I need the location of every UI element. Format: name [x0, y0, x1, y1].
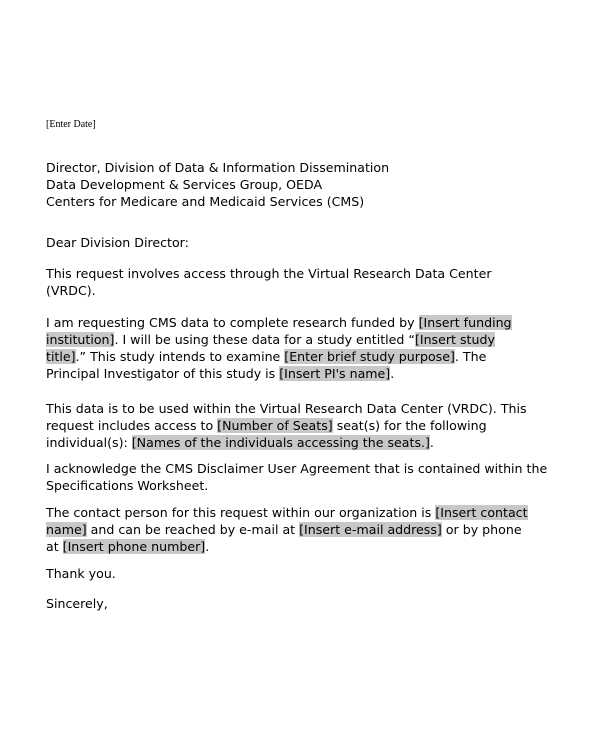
text-run: . — [429, 435, 434, 450]
study-purpose-field[interactable]: [Enter brief study purpose] — [284, 349, 455, 364]
funding-institution-field[interactable]: institution] — [46, 332, 115, 347]
salutation — [46, 234, 566, 251]
paragraph-line: Specifications Worksheet. — [46, 478, 209, 493]
closing-thanks-text: Thank you. — [46, 566, 116, 581]
text-run: and can be reached by e-mail at — [86, 522, 300, 537]
individual-names-field[interactable]: [Names of the individuals accessing the seats.] — [131, 435, 430, 450]
text-run: individual(s): — [46, 435, 132, 450]
paragraph-seats — [46, 400, 566, 451]
paragraph-line — [46, 504, 566, 521]
closing-sincerely — [46, 595, 566, 612]
text-run: . The — [454, 349, 487, 364]
paragraph-line: (VRDC). — [46, 283, 96, 298]
paragraph-line: This request involves access through the Virtual Research Data Center — [46, 266, 492, 281]
paragraph-line — [46, 434, 566, 451]
text-run: seat(s) for the following — [332, 418, 487, 433]
salutation-text: Dear Division Director: — [46, 235, 189, 250]
paragraph-line: I acknowledge the CMS Disclaimer User Agreement that is contained within the — [46, 461, 548, 476]
text-run: . — [205, 539, 210, 554]
paragraph-vrdc-access — [46, 265, 566, 299]
paragraph-research-request — [46, 314, 566, 382]
recipient-line-1: Director, Division of Data & Information Dissemination — [46, 160, 390, 175]
paragraph-line — [46, 538, 566, 555]
paragraph-line: This data is to be used within the Virtual Research Data Center (VRDC). This — [46, 401, 527, 416]
paragraph-line — [46, 417, 566, 434]
paragraph-disclaimer — [46, 460, 566, 494]
pi-name-field[interactable]: [Insert PI's name] — [279, 366, 391, 381]
text-run: I am requesting CMS data to complete research funded by — [46, 315, 419, 330]
number-of-seats-field[interactable]: [Number of Seats] — [217, 418, 333, 433]
text-run: .” This study intends to examine — [75, 349, 285, 364]
phone-number-field[interactable]: [Insert phone number] — [62, 539, 206, 554]
text-run: . I will be using these data for a study entitled “ — [114, 332, 415, 347]
paragraph-contact — [46, 504, 566, 555]
study-title-field[interactable]: title] — [46, 349, 76, 364]
paragraph-line — [46, 521, 566, 538]
study-title-field[interactable]: [Insert study — [414, 332, 495, 347]
text-run: or by phone — [441, 522, 522, 537]
recipient-line-2: Data Development & Services Group, OEDA — [46, 177, 323, 192]
recipient-line-3: Centers for Medicare and Medicaid Services (CMS) — [46, 194, 365, 209]
contact-name-field[interactable]: [Insert contact — [435, 505, 528, 520]
text-run: Principal Investigator of this study is — [46, 366, 280, 381]
paragraph-line — [46, 365, 566, 382]
recipient-address — [46, 159, 566, 210]
text-run: at — [46, 539, 63, 554]
text-run: . — [390, 366, 395, 381]
funding-institution-field[interactable]: [Insert funding — [418, 315, 512, 330]
paragraph-line — [46, 348, 566, 365]
text-run: The contact person for this request within our organization is — [46, 505, 436, 520]
closing-sincerely-text: Sincerely, — [46, 596, 108, 611]
date-placeholder: [Enter Date] — [46, 119, 96, 130]
email-address-field[interactable]: [Insert e-mail address] — [299, 522, 442, 537]
contact-name-field[interactable]: name] — [46, 522, 87, 537]
paragraph-line — [46, 314, 566, 331]
text-run: request includes access to — [46, 418, 218, 433]
paragraph-line — [46, 331, 566, 348]
closing-thanks — [46, 565, 566, 582]
